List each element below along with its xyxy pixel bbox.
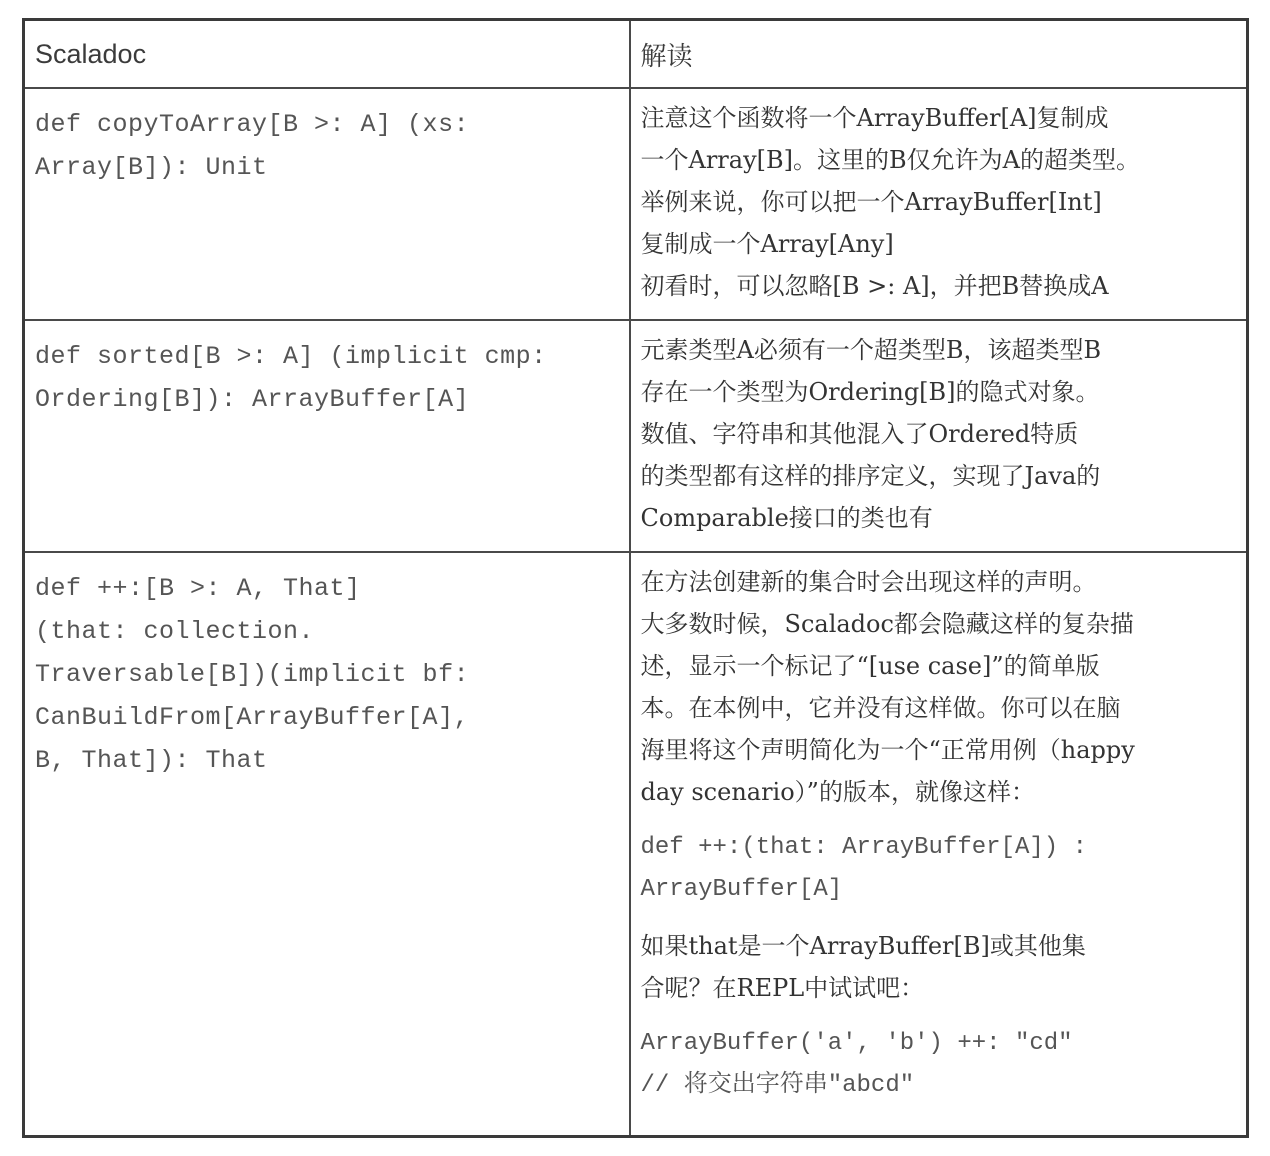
signature-cell: def ++:[B >: A, That] (that: collection. Traversable[B])(implicit bf: CanBuildFrom[ArrayBuffer[A], B, That]): That xyxy=(24,552,630,1136)
scaladoc-table xyxy=(22,18,1249,1138)
table-row xyxy=(24,88,1248,320)
signature-cell: def copyToArray[B >: A] (xs: Array[B]): Unit xyxy=(24,88,630,320)
followup-line: 如果that是一个ArrayBuffer[B]或其他集 xyxy=(640,932,1086,960)
table-row xyxy=(24,552,1248,1136)
explanation-line: 复制成一个Array[Any] xyxy=(640,230,894,258)
explanation-line: 注意这个函数将一个ArrayBuffer[A]复制成 xyxy=(640,104,1109,132)
header-explanation: 解读 xyxy=(630,20,1248,89)
explanation-line: 在方法创建新的集合时会出现这样的声明。 xyxy=(640,568,1097,596)
explanation-line: Comparable接口的类也有 xyxy=(640,504,933,532)
explanation-line: 的类型都有这样的排序定义，实现了Java的 xyxy=(640,462,1101,490)
signature-cell: def sorted[B >: A] (implicit cmp: Ordering[B]): ArrayBuffer[A] xyxy=(24,320,630,552)
followup-line: 合呢？在REPL中试试吧： xyxy=(640,974,925,1002)
repl-code: ArrayBuffer('a', 'b') ++: "cd" // 将交出字符串"abcd" xyxy=(640,1030,1073,1099)
explanation-line: 述，显示一个标记了“[use case]”的简单版 xyxy=(640,652,1100,680)
explanation-line: 海里将这个声明简化为一个“正常用例（happy xyxy=(640,736,1135,764)
header-scaladoc: Scaladoc xyxy=(24,20,630,89)
explanation-line: 初看时，可以忽略[B >: A]，并把B替换成A xyxy=(640,272,1109,300)
explanation-line: 举例来说，你可以把一个ArrayBuffer[Int] xyxy=(640,188,1102,216)
table-row xyxy=(24,320,1248,552)
explanation-line: 大多数时候，Scaladoc都会隐藏这样的复杂描 xyxy=(640,610,1134,638)
table-header-row xyxy=(24,20,1248,89)
explanation-cell xyxy=(630,552,1248,1136)
explanation-line: 存在一个类型为Ordering[B]的隐式对象。 xyxy=(640,378,1100,406)
example-code: def ++:(that: ArrayBuffer[A]) : ArrayBuffer[A] xyxy=(640,834,1087,903)
explanation-cell xyxy=(630,320,1248,552)
explanation-line: 元素类型A必须有一个超类型B，该超类型B xyxy=(640,336,1102,364)
explanation-line: day scenario）”的版本，就像这样： xyxy=(640,778,1035,806)
explanation-line: 本。在本例中，它并没有这样做。你可以在脑 xyxy=(640,694,1121,722)
explanation-line: 数值、字符串和其他混入了Ordered特质 xyxy=(640,420,1079,448)
explanation-cell xyxy=(630,88,1248,320)
explanation-line: 一个Array[B]。这里的B仅允许为A的超类型。 xyxy=(640,146,1140,174)
